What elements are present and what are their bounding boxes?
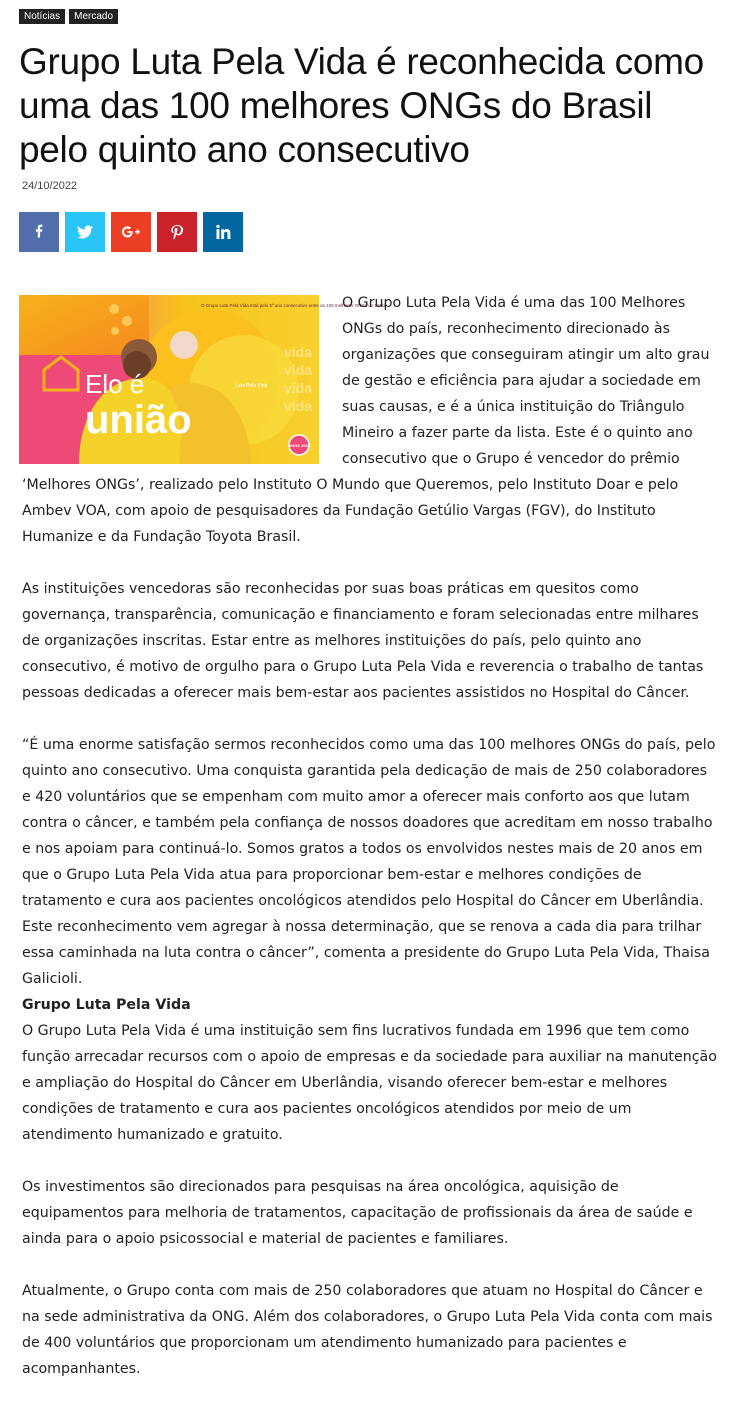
banner-headline-2: união [85, 398, 192, 442]
banner-side-word: vida [284, 344, 313, 360]
category-tags [19, 9, 118, 24]
twitter-share-button[interactable] [65, 212, 105, 252]
facebook-share-button[interactable] [19, 212, 59, 252]
banner-logo: Luta Pela Vida [235, 383, 268, 389]
paragraph-4: O Grupo Luta Pela Vida é uma instituição sem fins lucrativos fundada em 1996 que tem como função arrecadar recursos com o apoio de empresas e da sociedade para auxiliar na manutenção e ampliação do Hospital do Câncer em Uberlândia, visando oferecer bem-estar e melhores condições de tratamento e cura aos pacientes oncológicos atendidos por meio de um atendimento humanizado e gratuito. [22, 1023, 717, 1143]
publish-date: 24/10/2022 [22, 180, 78, 192]
twitter-icon [77, 224, 93, 240]
banner-small-text: O Grupo Luta Pela Vida está pelo 5º ano consecutivo entre as 100 melhores ONGs do Brasil [201, 303, 386, 308]
section-heading: Grupo Luta Pela Vida [22, 997, 191, 1013]
banner-side-word: vida [284, 380, 313, 396]
article-title: Grupo Luta Pela Vida é reconhecida como uma das 100 melhores ONGs do Brasil pelo quinto ano consecutivo [19, 41, 704, 170]
facebook-icon [31, 224, 47, 240]
linkedin-icon [215, 224, 231, 240]
paragraph-5: Os investimentos são direcionados para pesquisas na área oncológica, aquisição de equipamentos para melhoria de tratamentos, capacitação de profissionais da área de saúde e ainda para o apoio psicossocial e material de pacientes e familiares. [22, 1179, 693, 1247]
tag-mercado[interactable]: Mercado [69, 9, 118, 24]
paragraph-2: As instituições vencedoras são reconhecidas por suas boas práticas em quesitos como governança, transparência, comunicação e financiamento e foram selecionadas entre milhares de organizações inscritas. Estar entre as melhores instituições do país, pelo quinto ano consecutivo, é motivo de orgulho para o Grupo Luta Pela Vida e reverencia o trabalho de tantas pessoas dedicadas a oferecer mais bem-estar aos pacientes assistidos no Hospital do Câncer. [22, 581, 704, 701]
paragraph-3: “É uma enorme satisfação sermos reconhecidos como uma das 100 melhores ONGs do país, pelo quinto ano consecutivo. Uma conquista garantida pela dedicação de mais de 250 colaboradores e 420 voluntários que se empenham com muito amor a oferecer mais conforto aos que lutam contra o câncer, e também pela confiança de nossos doadores que acreditam em nosso trabalho e nos apoiam para continuá-lo. Somos gratos a todos os envolvidos nestes mais de 20 anos em que o Grupo Luta Pela Vida atua para proporcionar bem-estar e melhores condições de tratamento e cura aos pacientes oncológicos atendidos pelo Hospital do Câncer em Uberlândia. Este reconhecimento vem agregar à nossa determinação, que se renova a cada dia para trilhar essa caminhada na luta contra o câncer”, comenta a presidente do Grupo Luta Pela Vida, Thaisa Galicioli. [22, 737, 716, 987]
linkedin-share-button[interactable] [203, 212, 243, 252]
article-body [22, 290, 719, 1382]
banner-side-word: vida [284, 362, 313, 378]
paragraph-1: O Grupo Luta Pela Vida é uma das 100 Melhores ONGs do país, reconhecimento direcionado às organizações que conseguiram atingir um alto grau de gestão e eficiência para ajudar a sociedade em suas causas, e é a única instituição do Triângulo Mineiro a fazer parte da lista. Este é o quinto ano consecutivo que o Grupo é vencedor do prêmio ‘Melhores ONGs’, realizado pelo Instituto O Mundo que Queremos, pelo Instituto Doar e pelo Ambev VOA, com apoio de pesquisadores da Fundação Getúlio Vargas (FGV), do Instituto Humanize e da Fundação Toyota Brasil. [22, 295, 710, 545]
paragraph-6: Atualmente, o Grupo conta com mais de 250 colaboradores que atuam no Hospital do Câncer e na sede administrativa da ONG. Além dos colaboradores, o Grupo Luta Pela Vida conta com mais de 400 voluntários que proporcionam um atendimento humanizado para pacientes e acompanhantes. [22, 1283, 713, 1377]
banner-side-word: vida [284, 398, 313, 414]
share-buttons [19, 212, 243, 252]
tag-noticias[interactable]: Notícias [19, 9, 65, 24]
pinterest-share-button[interactable] [157, 212, 197, 252]
google-plus-icon [121, 224, 141, 240]
banner-headline-1: Elo é [85, 369, 145, 399]
pinterest-icon [169, 224, 185, 240]
google-plus-share-button[interactable] [111, 212, 151, 252]
banner-badge: ONGS 2022 [288, 443, 310, 448]
